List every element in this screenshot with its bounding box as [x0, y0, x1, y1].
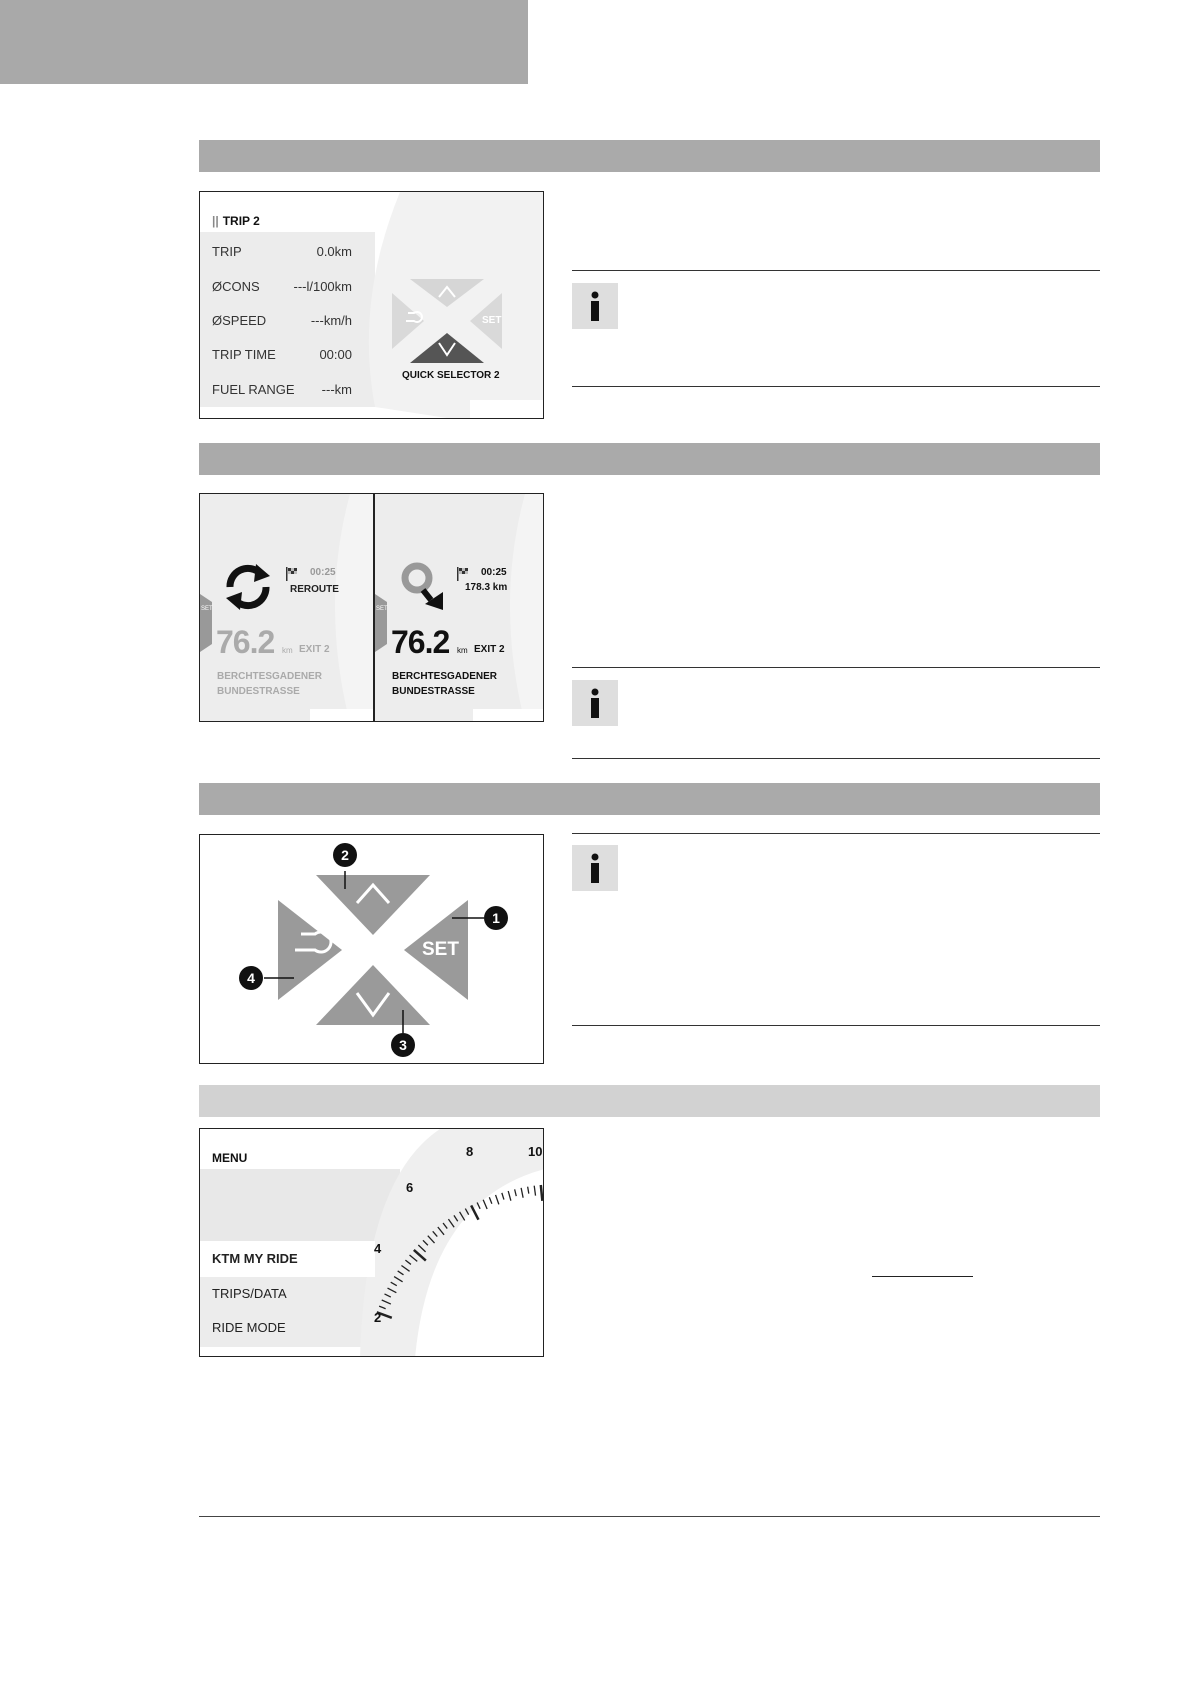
remaining-distance: 178.3 km [465, 582, 508, 593]
down-button [410, 333, 484, 363]
exit-label: EXIT 2 [299, 644, 330, 655]
menu-title: MENU [212, 1151, 248, 1165]
trip-row: TRIP TIME 00:00 [212, 347, 352, 362]
link-underline [872, 1276, 973, 1277]
menu-item-trips-data[interactable]: TRIPS/DATA [212, 1286, 287, 1301]
callout-2: 2 [341, 847, 349, 863]
callout-4: 4 [247, 970, 255, 986]
section-bar-3 [199, 783, 1100, 815]
distance-value: 76.2 [391, 624, 450, 660]
gauge-label-4: 4 [374, 1241, 382, 1256]
rule [572, 758, 1100, 759]
page-header-tab [0, 0, 528, 84]
nav-panel-reroute [200, 494, 373, 721]
side-set-tab: SET [376, 606, 388, 612]
gauge-label-6: 6 [406, 1180, 414, 1195]
finish-flag-icon [286, 567, 298, 581]
rule [572, 270, 1100, 271]
callout-1: 1 [492, 910, 500, 926]
roundabout-icon [401, 562, 449, 612]
exit-label: EXIT 2 [474, 644, 505, 655]
distance-value: 76.2 [216, 624, 275, 660]
gauge-tick [541, 1185, 543, 1201]
figure-button-layout [199, 834, 544, 1064]
rule [572, 833, 1100, 834]
menu-item-ktm-my-ride[interactable]: KTM MY RIDE [212, 1251, 298, 1266]
set-button-label: SET [422, 939, 459, 960]
quick-selector-buttons [200, 835, 544, 1064]
nav-panel-route [375, 494, 544, 721]
section-bar-1 [199, 140, 1100, 172]
quick-selector-caption: QUICK SELECTOR 2 [402, 370, 500, 381]
footer-rule [199, 1516, 1100, 1517]
section-bar-4 [199, 1085, 1100, 1117]
up-button [410, 279, 484, 307]
info-icon [572, 680, 618, 726]
callout-3: 3 [399, 1037, 407, 1053]
figure-trip-display [199, 191, 544, 419]
gauge-label-10: 10 [528, 1144, 543, 1159]
figure-menu-display [199, 1128, 544, 1357]
trip-row: TRIP 0.0km [212, 244, 352, 259]
street-line-2: BUNDESTRASSE [217, 686, 300, 697]
eta-time: 00:25 [310, 567, 336, 578]
section-bar-2 [199, 443, 1100, 475]
reroute-status: REROUTE [290, 584, 339, 595]
trip-row: ØCONS ---l/100km [212, 279, 352, 294]
trip-title: || TRIP 2 [212, 214, 260, 228]
trip-row: FUEL RANGE ---km [212, 382, 352, 397]
small-set-label: SET [482, 315, 502, 326]
trip-row: ØSPEED ---km/h [212, 313, 352, 328]
street-line-2: BUNDESTRASSE [392, 686, 475, 697]
eta-time: 00:25 [481, 567, 507, 578]
distance-unit: km [457, 646, 468, 655]
finish-flag-icon [457, 567, 469, 581]
rule [572, 1025, 1100, 1026]
reroute-icon [220, 562, 276, 612]
gauge-label-8: 8 [466, 1144, 474, 1159]
menu-item-ride-mode[interactable]: RIDE MODE [212, 1320, 286, 1335]
gauge-label-2: 2 [374, 1310, 382, 1325]
street-line-1: BERCHTESGADENER [392, 671, 498, 682]
rule [572, 667, 1100, 668]
figure-navigation-display [199, 493, 544, 722]
side-set-tab: SET [201, 606, 213, 612]
info-icon [572, 283, 618, 329]
info-icon [572, 845, 618, 891]
street-line-1: BERCHTESGADENER [217, 671, 323, 682]
rule [572, 386, 1100, 387]
distance-unit: km [282, 646, 293, 655]
